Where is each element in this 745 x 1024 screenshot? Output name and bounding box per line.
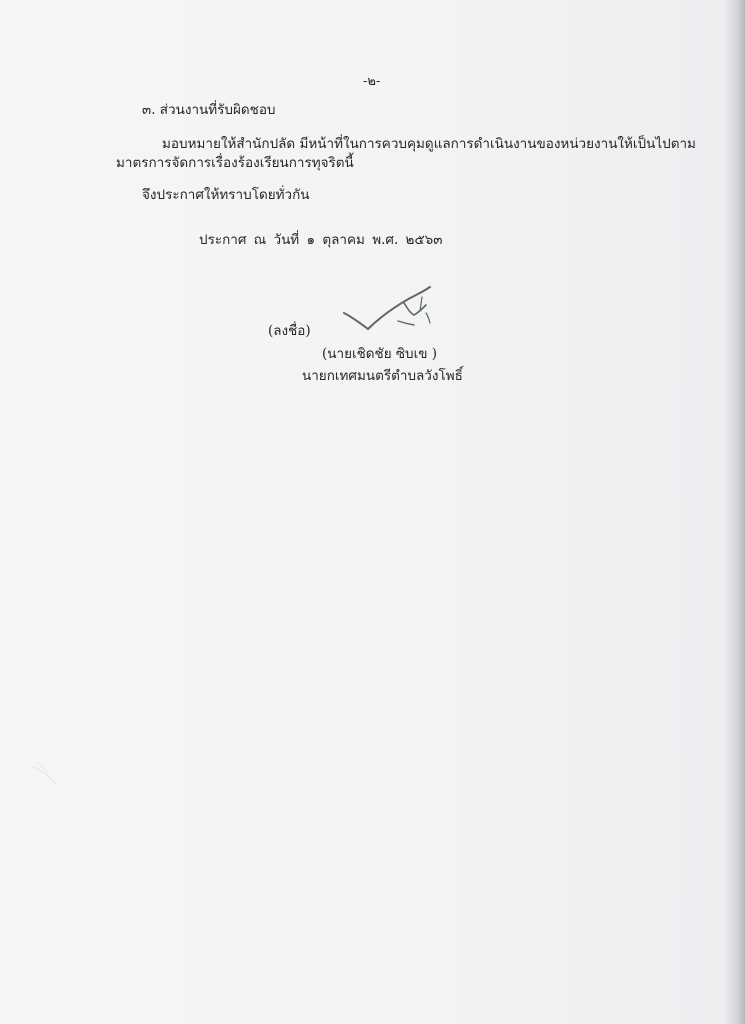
page-number: -๒- — [363, 74, 381, 89]
page-edge-shadow — [723, 0, 745, 1024]
section-heading: ๓. ส่วนงานที่รับผิดชอบ — [142, 102, 276, 118]
paper-crease-mark — [30, 760, 70, 790]
handwritten-signature — [338, 283, 442, 335]
sign-label: (ลงชื่อ) — [268, 323, 311, 339]
announcement-date: ประกาศ ณ วันที่ ๑ ตุลาคม พ.ศ. ๒๕๖๓ — [199, 232, 443, 248]
signer-title: นายกเทศมนตรีตำบลวังโพธิ์ — [302, 368, 463, 384]
signer-name: (นายเชิดชัย ซิบเข ) — [322, 346, 438, 362]
paragraph-line: มอบหมายให้สำนักปลัด มีหน้าที่ในการควบคุมดูแลการดำเนินงานของหน่วยงานให้เป็นไปตาม — [162, 136, 696, 152]
paragraph-line: มาตรการจัดการเรื่องร้องเรียนการทุจริตนี้ — [116, 155, 354, 171]
notice-text: จึงประกาศให้ทราบโดยทั่วกัน — [142, 187, 310, 203]
